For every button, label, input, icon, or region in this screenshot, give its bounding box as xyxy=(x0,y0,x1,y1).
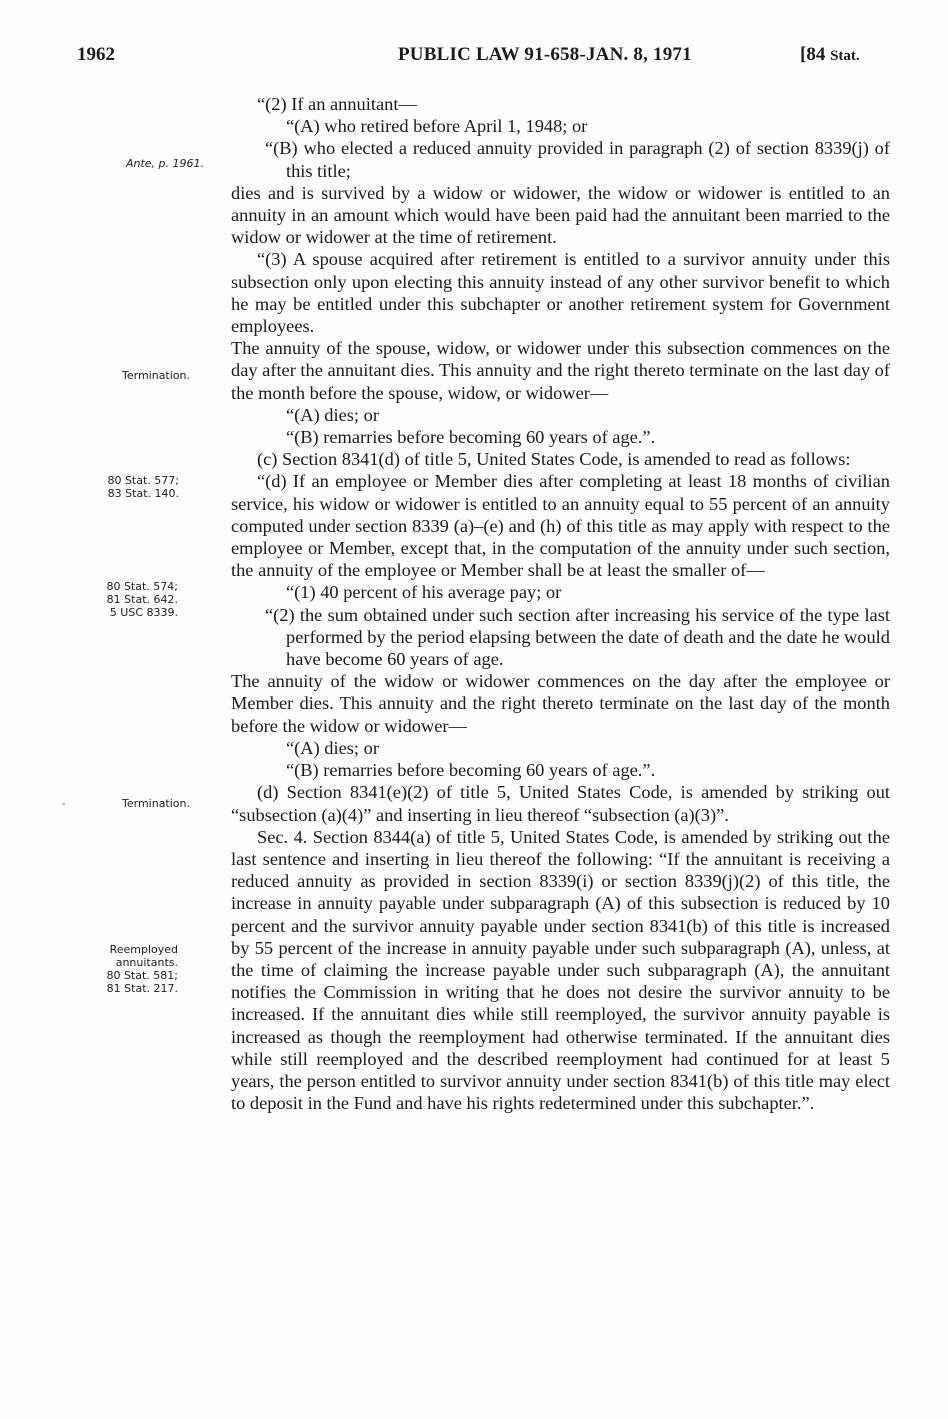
law-title: PUBLIC LAW 91-658-JAN. 8, 1971 xyxy=(398,44,692,65)
subsection-d: “(d) If an employee or Member dies after completing at least 18 months of civilian service, his widow or widower is entitled to an annuity equal to 55 percent of an annuity computed under section 8339 (a)–(e) and (h) of this title as may apply with respect to the employee or Member, except that, in the computation of the annuity under such section, the annuity of the employee or Member shall be at least the smaller of— xyxy=(231,471,890,581)
paragraph-3-spouse: “(3) A spouse acquired after retirement is entitled to a survivor annuity under this subsection only upon electing this annuity instead of any other survivor benefit to which he may be entitled under this subchapter or another retirement system for Government employees. xyxy=(231,249,890,337)
margin-note-termination-2: Termination. xyxy=(122,797,190,810)
clause-1-percent: “(1) 40 percent of his average pay; or xyxy=(286,582,562,603)
subsection-c: (c) Section 8341(d) of title 5, United States Code, is amended to read as follows: xyxy=(257,449,851,470)
clause-a-dies-2: “(A) dies; or xyxy=(286,737,379,758)
paragraph-2-annuitant: “(2) If an annuitant— xyxy=(257,94,417,114)
margin-note-ante: Ante, p. 1961. xyxy=(125,157,204,170)
clause-b-remarries-2: “(B) remarries before becoming 60 years of age.”. xyxy=(286,760,656,781)
clause-b-elected: “(B) who elected a reduced annuity provided in paragraph (2) of section 8339(j) of this title; xyxy=(265,138,890,181)
subsection-d-amendment: (d) Section 8341(e)(2) of title 5, United States Code, is amended by striking out “subsection (a)(4)” and inserting in lieu thereof “subsection (a)(3)”. xyxy=(231,782,890,825)
clause-b-remarries: “(B) remarries before becoming 60 years of age.”. xyxy=(286,427,656,448)
margin-note-stat-577: 80 Stat. 577; 83 Stat. 140. xyxy=(107,474,179,500)
clause-a-dies: “(A) dies; or xyxy=(286,404,379,425)
paragraph-annuity-commences: The annuity of the widow or widower commences on the day after the employee or Member dies. This annuity and the right thereto terminate on the last day of the month before the widow or widower— xyxy=(231,671,890,736)
paragraph-commencement: The annuity of the spouse, widow, or widower under this subsection commences on the day after the annuitant dies. This annuity and the right thereto terminate on the last day of the month before the spouse, widow, or widower— xyxy=(231,338,890,403)
section-4: Sec. 4. Section 8344(a) of title 5, United States Code, is amended by striking out the last sentence and inserting in lieu thereof the following: “If the annuitant is receiving a reduced annuity as provided in section 8339(i) or section 8339(j)(2) of this title, the increase in annuity payable under subparagraph (A) of this subsection is reduced by 10 percent and the survivor annuity payable under section 8341(b) of this title is increased by 55 percent of the increase in annuity payable under such subparagraph (A), unless, at the time of claiming the increase payable under such subparagraph (A), the annuitant notifies the Commission in writing that he does not desire the survivor annuity to be increased. If the annuitant dies while still reemployed, the survivor annuity payable is increased as though the reemployment had otherwise terminated. If the annuitant dies while still reemployed and the described reemployment had continued for at least 5 years, the person entitled to survivor annuity under section 8341(b) of this title may elect to deposit in the Fund and have his rights redetermined under this subchapter.”. xyxy=(231,826,890,1114)
margin-note-reemployed: Reemployed annuitants. 80 Stat. 581; 81 Stat. 217. xyxy=(106,943,178,995)
clause-2-sum: “(2) the sum obtained under such section after increasing his service of the type last performed by the period elapsing between the date of death and the date he would have become 60 years of age. xyxy=(265,604,890,670)
page-header xyxy=(0,44,948,74)
margin-note-stat-574: 80 Stat. 574; 81 Stat. 642. 5 USC 8339. xyxy=(106,580,178,619)
statute-reference-prefix: [84 xyxy=(800,44,831,65)
margin-note-termination: Termination. xyxy=(122,369,190,382)
clause-a-retired: “(A) who retired before April 1, 1948; or xyxy=(286,116,588,137)
statute-reference-word: Stat. xyxy=(830,48,860,64)
page-number: 1962 xyxy=(77,44,115,65)
body-text xyxy=(231,93,890,1114)
statute-reference xyxy=(800,44,860,66)
paragraph-survived: dies and is survived by a widow or widower, the widow or widower is entitled to an annuity in an amount which would have been paid had the annuitant been married to the widow or widower at the time of retirement. xyxy=(231,182,890,248)
margin-dash: - xyxy=(62,799,66,810)
